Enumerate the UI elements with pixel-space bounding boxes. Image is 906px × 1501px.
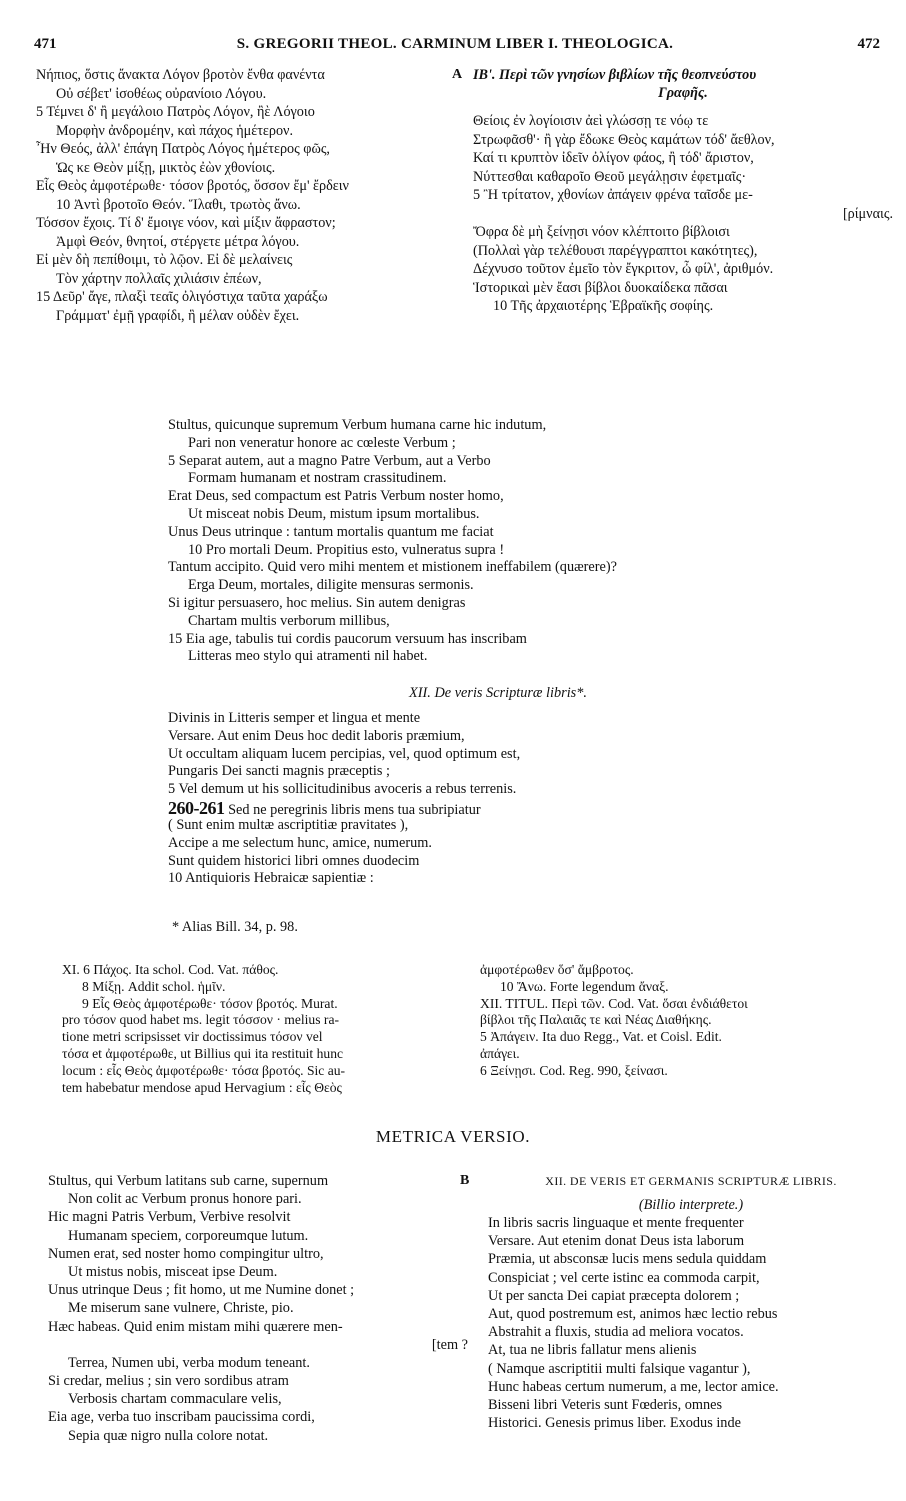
metrica-verse-line: Hic magni Patris Verbum, Verbive resolvit	[48, 1209, 291, 1226]
metrica-verse-line: Versare. Aut etenim donat Deus ista laborum	[488, 1233, 745, 1250]
metrica-verse-line: In libris sacris linguaque et mente frequenter	[488, 1215, 744, 1231]
metrica-verse-line: Unus utrinque Deus ; fit homo, ut me Numine donet ;	[48, 1282, 355, 1299]
critical-note-line: 6 Ξείνῃσι. Cod. Reg. 990, ξείνασι.	[480, 1062, 668, 1078]
latin-prose-line: 10 Pro mortali Deum. Propitius esto, vulneratus supra !	[188, 541, 505, 558]
greek-verse-line: Θείοις ἐν λογίοισιν ἀεὶ γλώσσῃ τε νόῳ τε	[473, 113, 709, 129]
metrica-verse-line: Terrea, Numen ubi, verba modum teneant.	[68, 1354, 310, 1371]
latin-prose-line: Stultus, quicunque supremum Verbum humana carne hic indutum,	[168, 417, 547, 433]
greek-poem-title-cont: Γραφῆς.	[658, 85, 708, 101]
metrica-verse-line: Sepia quæ nigro nulla colore notat.	[68, 1427, 269, 1444]
latin-prose-line: Pungaris Dei sancti magnis præceptis ;	[168, 763, 390, 780]
greek-verse-line: (Πολλαὶ γὰρ τελέθουσι παρέγγραπτοι κακότητες),	[473, 242, 758, 259]
critical-note-line: pro τόσον quod habet ms. legit τόσσον · melius ra-	[62, 1012, 340, 1028]
latin-prose-line: 5 Vel demum ut his sollicitudinibus avoceris a rebus terrenis.	[168, 781, 517, 798]
metrica-versio-left-column	[48, 1172, 468, 1445]
metrica-verse-line: Me miserum sane vulnere, Christe, pio.	[68, 1300, 294, 1317]
metrica-verse-line: ( Namque ascriptitii multi falsique vagantur ),	[488, 1360, 751, 1377]
critical-note-line: locum : εἷς Θεὸς ἀμφοτέρωθε· τόσα βροτός. Sic au-	[62, 1062, 346, 1078]
latin-prose-line: Erat Deus, sed compactum est Patris Verbum noster homo,	[168, 488, 504, 505]
column-number: 260-261	[168, 797, 225, 818]
latin-prose-line: Chartam multis verborum millibus,	[188, 612, 390, 629]
metrica-verse-line: Numen erat, sed noster homo compingitur ultro,	[48, 1245, 324, 1262]
metrica-right-subtitle: (Billio interprete.)	[638, 1197, 744, 1213]
column-number-line	[168, 799, 828, 817]
critical-note-line: βίβλοι τῆς Παλαιᾶς τε καὶ Νέας Διαθήκης.	[480, 1012, 712, 1028]
critical-note-line: 10 Ἄνω. Forte legendum ἄναξ.	[500, 978, 669, 994]
running-header	[30, 36, 880, 56]
critical-note-line: ἀμφοτέρωθεν ὅσ' ἄμβροτος.	[480, 962, 634, 977]
critical-note-line: ἀπάγει.	[480, 1045, 520, 1061]
greek-verse-line: 10 Τῆς ἀρχαιοτέρης Ἑβραϊκῆς σοφίης.	[493, 298, 714, 314]
margin-letter-a: A	[452, 67, 463, 82]
latin-prose-line: Divinis in Litteris semper et lingua et mente	[168, 710, 421, 726]
latin-prose-line: Unus Deus utrinque : tantum mortalis quantum me faciat	[168, 523, 494, 540]
metrica-verse-line: Humanam speciem, corporeumque lutum.	[68, 1227, 309, 1244]
greek-verse-line: Εἰ μὲν δὴ πεπίθοιμι, τὸ λῷον. Εἰ δὲ μελαίνεις	[36, 252, 293, 268]
greek-verse-line: Ἦν Θεός, ἀλλ' ἐπάγη Πατρὸς Λόγος ἡμέτερος φῶς,	[36, 141, 330, 157]
greek-right-lines	[473, 112, 893, 316]
critical-notes-left	[62, 962, 470, 1096]
greek-verse-line: Ἱστορικαὶ μὲν ἔασι βίβλοι δυοκαίδεκα πᾶσαι	[473, 279, 728, 296]
page-number-right: 472	[857, 36, 880, 52]
latin-prose-line: 10 Antiquioris Hebraicæ sapientiæ :	[168, 870, 374, 887]
latin-prose-line: Sunt quidem historici libri omnes duodecim	[168, 852, 420, 869]
critical-note-line: XII. TITUL. Περὶ τῶν. Cod. Vat. ὅσαι ἐνδιάθετοι	[480, 995, 748, 1011]
greek-verse-line: 10 Ἀντὶ βροτοῖο Θεόν. Ἵλαθι, τρωτὸς ἄνω.	[56, 196, 301, 213]
metrica-verse-line: Conspiciat ; vel certe istinc ea commoda carpit,	[488, 1269, 760, 1286]
latin-2-lines-after	[168, 817, 828, 888]
critical-note-line: 5 Ἀπάγειν. Ita duo Regg., Vat. et Coisl. Edit.	[480, 1029, 722, 1045]
greek-verse-line: Οὐ σέβετ' ἰσοθέως οὐρανίοιο Λόγου.	[56, 85, 267, 102]
latin-prose-line: Tantum accipito. Quid vero mihi mentem et mistionem ineffabilem (quærere)?	[168, 559, 617, 576]
latin-prose-line: Ut occultam aliquam lucem percipias, vel, quod optimum est,	[168, 745, 521, 762]
greek-verse-line: Δέχνυσο τοῦτον ἐμεῖο τὸν ἔγκριτον, ὦ φίλ', ἀριθμόν.	[473, 261, 774, 277]
metrica-verse-line: Præmia, ut absconsæ lucis mens sedula quiddam	[488, 1251, 767, 1268]
metrica-verse-line: Eia age, verba tuo inscribam paucissima cordi,	[48, 1409, 315, 1426]
greek-verse-line: Ὄφρα δὲ μὴ ξείνῃσι νόον κλέπτοιτο βίβλοισι	[473, 224, 730, 240]
greek-verse-line: Τόσσον ἔχοις. Τί δ' ἔμοιγε νόον, καὶ μίξιν ἄφραστον;	[36, 215, 336, 231]
footnote	[172, 918, 572, 936]
critical-notes-right	[480, 962, 888, 1080]
critical-note-line: 9 Εἷς Θεὸς ἀμφοτέρωθε· τόσον βροτός. Murat.	[82, 995, 338, 1011]
latin-prose-line: Ut misceat nobis Deum, mistum ipsum mortalibus.	[188, 505, 480, 522]
greek-verse-line: Στρωφᾶσθ'· ἢ γὰρ ἔδωκε Θεὸς καμάτων τόδ' ἄεθλον,	[473, 131, 775, 148]
metrica-right-lines	[488, 1214, 894, 1432]
margin-letter-b: B	[460, 1173, 470, 1188]
metrica-verse-line: Non colit ac Verbum pronus honore pari.	[68, 1191, 302, 1208]
critical-note-line: XI. 6 Πάχος. Ita schol. Cod. Vat. πάθος.	[62, 962, 279, 977]
latin-prose-line: Si igitur persuasero, hoc melius. Sin autem denigras	[168, 594, 466, 611]
greek-verse-line: Μορφὴν ἀνδρομέην, καὶ πάχος ἡμέτερον.	[56, 122, 293, 139]
greek-verse-line: 5 Τέμνει δ' ἢ μεγάλοιο Πατρὸς Λόγον, ἢὲ Λόγοιο	[36, 104, 315, 120]
page-number-left: 471	[34, 36, 57, 52]
column-number-line-text: Sed ne peregrinis libris mens tua subripiatur	[228, 801, 481, 818]
critical-note-line: tione metri scripsisset vir doctissimus τόσον vel	[62, 1029, 323, 1045]
latin-prose-translation-1	[168, 417, 828, 666]
critical-note-line: 8 Μίξῃ. Addit schol. ἡμῖν.	[82, 978, 226, 994]
greek-verse-line: Εἷς Θεὸς ἀμφοτέρωθε· τόσον βροτός, ὅσσον ἔμ' ἔρδειν	[36, 178, 349, 194]
metrica-verse-line: Historici. Genesis primus liber. Exodus inde	[488, 1415, 741, 1432]
metrica-verse-line: Hæc habeas. Quid enim mistam mihi quærere men-	[48, 1318, 343, 1335]
metrica-verse-line: Hunc habeas certum numerum, a me, lector amice.	[488, 1378, 779, 1395]
greek-verse-line: Ὡς κε Θεὸν μίξῃ, μικτὸς ἐὼν χθονίοις.	[56, 159, 276, 176]
greek-verse-line: Νύττεσθαι καθαροῖο Θεοῦ μεγάλῃσιν ἐφετμαῖς·	[473, 168, 747, 185]
greek-verse-line: Τὸν χάρτην πολλαῖς χιλιάσιν ἐπέων,	[56, 270, 262, 287]
latin-prose-line: Versare. Aut enim Deus hoc dedit laboris præmium,	[168, 727, 465, 744]
greek-verse-line: 5 Ἢ τρίτατον, χθονίων ἀπάγειν φρένα ταῖσδε με-	[473, 187, 753, 203]
latin-prose-line: Pari non veneratur honore ac cœleste Verbum ;	[188, 434, 456, 451]
latin-prose-line: 15 Eia age, tabulis tui cordis paucorum versuum has inscribam	[168, 630, 527, 647]
metrica-verse-line: Verbosis chartam commaculare velis,	[68, 1391, 282, 1408]
latin-prose-line: ( Sunt enim multæ ascriptitiæ pravitates ),	[168, 816, 409, 833]
footnote-text: * Alias Bill. 34, p. 98.	[172, 919, 298, 935]
metrica-versio-right-column	[488, 1172, 894, 1432]
latin-prose-line: 5 Separat autem, aut a magno Patre Verbum, aut a Verbo	[168, 452, 491, 469]
metrica-versio-title: METRICA VERSIO.	[375, 1127, 531, 1146]
metrica-right-title: XII. DE VERIS ET GERMANIS SCRIPTURÆ LIBRIS.	[545, 1174, 837, 1188]
greek-verse-line: [ρίμναις.	[842, 205, 893, 222]
greek-verse-line: Καί τι κρυπτὸν ἰδεῖν ὀλίγον φάος, ἢ τόδ' ἄριστον,	[473, 150, 754, 166]
latin-2-lines	[168, 710, 828, 799]
metrica-verse-line: Si credar, melius ; sin vero sordibus atram	[48, 1373, 289, 1390]
greek-verse-line: 15 Δεῦρ' ἄγε, πλαξὶ τεαῖς ὀλιγόστιχα ταῦτα χαράξω	[36, 289, 328, 305]
latin-prose-translation-2	[168, 684, 828, 888]
latin-prose-line: Erga Deum, mortales, diligite mensuras sermonis.	[188, 577, 474, 594]
section-title-xii: XII. De veris Scripturæ libris*.	[409, 685, 587, 701]
greek-text-left-column	[36, 66, 463, 325]
greek-verse-line: Ἀμφὶ Θεόν, θνητοί, στέργετε μέτρα λόγου.	[56, 233, 300, 250]
metrica-verse-line: Abstrahit a fluxis, studia ad meliora vocatos.	[488, 1324, 744, 1341]
running-title: S. GREGORII THEOL. CARMINUM LIBER I. THEOLOGICA.	[236, 36, 674, 52]
metrica-verse-line: Stultus, qui Verbum latitans sub carne, supernum	[48, 1173, 329, 1189]
metrica-verse-line: Ut per sancta Dei capiat præcepta dolorem ;	[488, 1287, 740, 1304]
metrica-verse-line: Aut, quod postremum est, animos hæc lectio rebus	[488, 1305, 778, 1322]
greek-verse-line: Γράμματ' ἐμῇ γραφίδι, ἣ μέλαν οὐδὲν ἔχει.	[56, 307, 300, 324]
critical-note-line: τόσα et ἀμφοτέρωθε, ut Billius qui ita restituit hunc	[62, 1045, 344, 1061]
metrica-verse-line: Ut mistus nobis, misceat ipse Deum.	[68, 1263, 278, 1280]
metrica-verse-line: At, tua ne libris fallatur mens alienis	[488, 1342, 697, 1359]
critical-note-line: tem habebatur mendose apud Hervagium : εἷς Θεὸς	[62, 1079, 342, 1095]
metrica-verse-line: Bisseni libri Veteris sunt Fœderis, omnes	[488, 1396, 723, 1413]
greek-poem-title: ΙΒ'. Περὶ τῶν γνησίων βιβλίων τῆς θεοπνεύστου	[473, 67, 757, 83]
greek-verse-line: Νήπιος, ὅστις ἄνακτα Λόγον βροτὸν ἔνθα φανέντα	[36, 67, 325, 83]
latin-prose-line: Formam humanam et nostram crassitudinem.	[188, 470, 447, 487]
latin-prose-line: Litteras meo stylo qui atramenti nil habet.	[188, 648, 428, 665]
latin-prose-line: Accipe a me selectum hunc, amice, numerum.	[168, 834, 432, 851]
metrica-verse-line: [tem ?	[431, 1336, 468, 1353]
greek-text-right-column	[473, 66, 893, 316]
